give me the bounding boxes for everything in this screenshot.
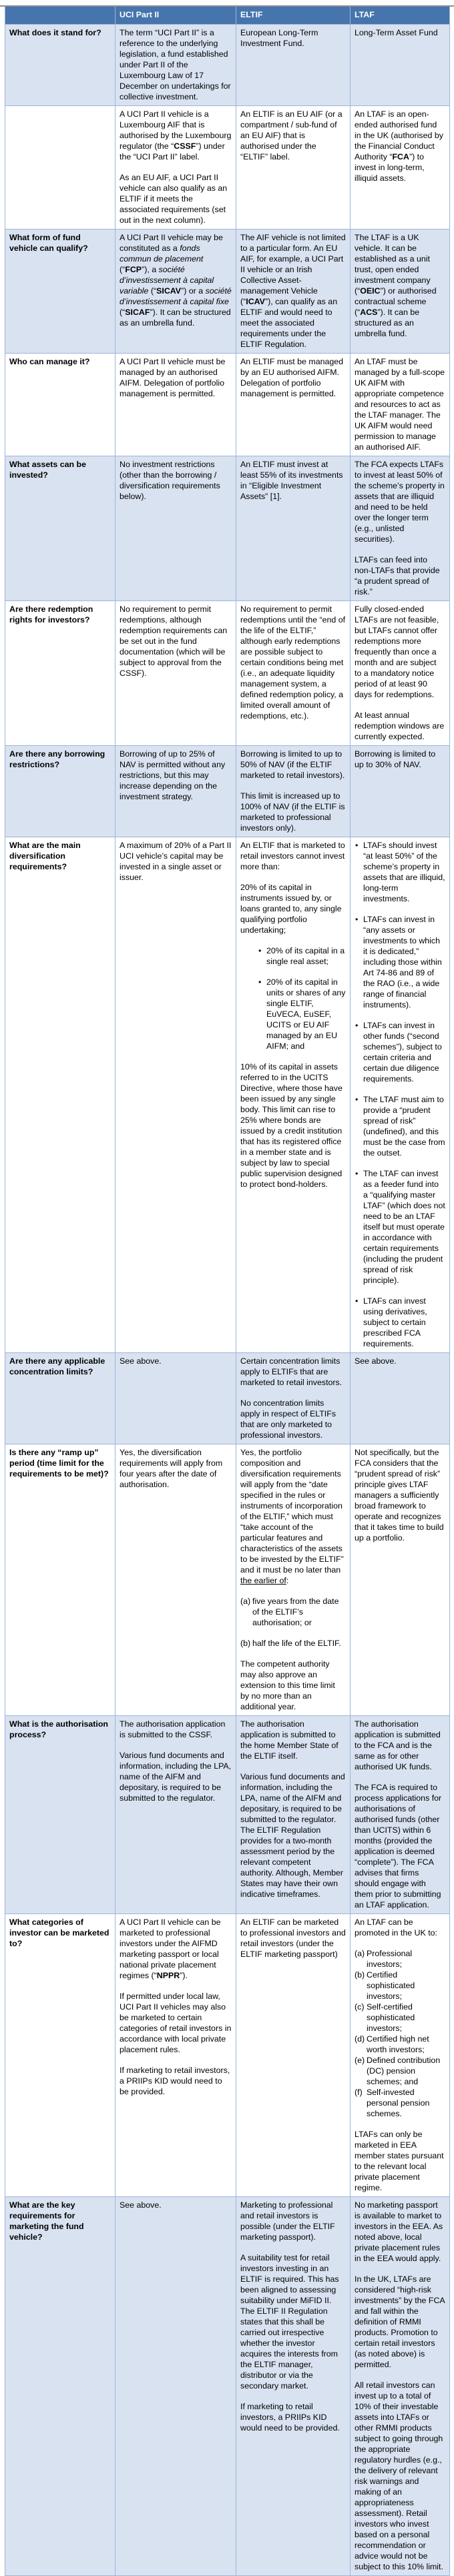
list-marker: (e) bbox=[355, 2056, 365, 2065]
text-run: ICAV bbox=[246, 297, 265, 306]
bullet-item: • LTAFs can invest using derivatives, subject to certain prescribed FCA requirements. bbox=[355, 1296, 445, 1349]
cell-paragraph: At least annual redemption windows are currently expected. bbox=[355, 711, 445, 741]
cell-paragraph: All retail investors can invest up to a total of 10% of their investable assets into LTAFs or other RMMI products subject to going through the appropriate regulatory hurdles (e.g., the delivery of relevant risk warnings and making of an appropriateness assessment). Retail investors who invest based on a personal recommendation or advice would not be subject to this 10% limit. bbox=[355, 2381, 443, 2571]
cell-paragraph: The LTAF is a UK vehicle. It can be established as a unit trust, open ended investment company (“OEIC”) or authorised contractual scheme (“ACS”). It can be structured as an umbrella fund. bbox=[355, 233, 437, 338]
table-row bbox=[5, 25, 450, 106]
table-row bbox=[5, 230, 450, 354]
table-row bbox=[5, 746, 450, 837]
ltaf-cell bbox=[351, 25, 450, 106]
table-row bbox=[5, 456, 450, 601]
uci-cell bbox=[116, 2197, 236, 2576]
eltif-cell bbox=[236, 837, 351, 1353]
ltaf-cell bbox=[351, 230, 450, 354]
cell-paragraph: A maximum of 20% of a Part II UCI vehicle’s capital may be invested in a single asset or issuer. bbox=[120, 841, 232, 882]
question-cell: What does it stand for? bbox=[5, 25, 116, 106]
list-marker: (b) bbox=[355, 1970, 365, 1980]
table-row bbox=[5, 1716, 450, 1914]
list-text: five years from the date of the ELTIF’s authorisation; or bbox=[252, 1597, 339, 1627]
uci-cell bbox=[116, 1444, 236, 1716]
question-cell: What assets can be invested? bbox=[5, 456, 116, 601]
cell-paragraph: If marketing to retail investors, a PRIIPs KID would need to be provided. bbox=[120, 2066, 230, 2096]
cell-paragraph: Various fund documents and information, including the LPA, name of the AIFM and depositary, is required to be submitted to the regulator. bbox=[120, 1751, 232, 1803]
lettered-list bbox=[240, 1596, 346, 1649]
fund-comparison-table bbox=[5, 5, 450, 2576]
list-marker: (f) bbox=[355, 2088, 363, 2097]
ltaf-cell bbox=[351, 106, 450, 230]
eltif-cell bbox=[236, 601, 351, 746]
text-run: ACS bbox=[360, 308, 378, 317]
cell-paragraph: No marketing passport is available to market to investors in the EEA. As noted above, local private placement rules in the EEA would apply. bbox=[355, 2200, 443, 2263]
uci-cell bbox=[116, 456, 236, 601]
ltaf-cell bbox=[351, 1353, 450, 1444]
cell-paragraph: LTAFs can only be marketed in EEA member states pursuant to the relevant local private placement regime. bbox=[355, 2130, 444, 2192]
cell-paragraph: Fully closed-ended LTAFs are not feasible, but LTAFs cannot offer redemptions more frequently than once a month and are subject to a mandatory notice period of at least 90 days for redemptions. bbox=[355, 604, 439, 699]
eltif-cell bbox=[236, 1716, 351, 1914]
cell-paragraph: No investment restrictions (other than the borrowing / diversification requirements below). bbox=[120, 460, 220, 501]
cell-paragraph: Certain concentration limits apply to ELTIFs that are marketed to retail investors. bbox=[240, 1356, 343, 1387]
bullet-item: • The LTAF must aim to provide a “prudent spread of risk” (undefined), and this must be the case from the outset. bbox=[355, 1094, 445, 1158]
list-marker: (a) bbox=[240, 1597, 251, 1606]
cell-paragraph: An LTAF must be managed by a full-scope UK AIFM with appropriate competence and resources to act as the LTAF manager. The UK AIFM would need permission to manage an authorised AIF. bbox=[355, 357, 445, 452]
cell-paragraph: The AIF vehicle is not limited to a particular form. An EU AIF, for example, a UCI Part II vehicle or an Irish Collective Asset-management Vehicle (“ICAV”), can qualify as an ELTIF and would need to meet the associated requirements under the ELTIF Regulation. bbox=[240, 233, 346, 349]
text-run: SICAV bbox=[156, 286, 182, 296]
eltif-cell bbox=[236, 1444, 351, 1716]
list-text: Self-certified sophisticated investors; bbox=[367, 2002, 415, 2033]
ltaf-cell bbox=[351, 354, 450, 456]
eltif-cell bbox=[236, 456, 351, 601]
list-text: Certified sophisticated investors; bbox=[367, 1970, 415, 2001]
cell-paragraph: Borrowing is limited to up to 50% of NAV (if the ELTIF marketed to retail investors). bbox=[240, 749, 345, 780]
table-row bbox=[5, 354, 450, 456]
cell-paragraph: See above. bbox=[120, 2200, 162, 2210]
uci-cell bbox=[116, 1716, 236, 1914]
uci-cell bbox=[116, 230, 236, 354]
list-marker: (d) bbox=[355, 2034, 365, 2044]
lettered-item bbox=[355, 2055, 445, 2087]
cell-paragraph: No requirement to permit redemptions until the “end of the life of the ELTIF,” although early redemptions are possible subject to certain conditions being met (i.e., an adequate liquidity management system, a defined redemption policy, a limited overall amount of redemptions, etc.). bbox=[240, 604, 346, 721]
cell-paragraph: An ELTIF must invest at least 55% of its investments in “Eligible Investment Assets” [1]. bbox=[240, 460, 343, 501]
text-run: FCA bbox=[392, 152, 409, 161]
text-run: FCP bbox=[125, 265, 142, 274]
cell-paragraph: Marketing to professional and retail investors is possible (under the ELTIF marketing passport). bbox=[240, 2200, 335, 2242]
ltaf-cell bbox=[351, 1716, 450, 1914]
eltif-cell bbox=[236, 25, 351, 106]
list-marker: (b) bbox=[240, 1639, 251, 1648]
uci-cell bbox=[116, 1914, 236, 2197]
cell-paragraph: The authorisation application is submitted to the FCA and is the same as for other authorised UK funds. bbox=[355, 1719, 441, 1771]
bullet-item: • LTAFs should invest “at least 50%” of the scheme’s property in assets that are illiquid, long-term investments. bbox=[355, 840, 445, 904]
question-cell: Who can manage it? bbox=[5, 354, 116, 456]
lettered-list bbox=[355, 1948, 445, 2119]
cell-paragraph: If permitted under local law, UCI Part II vehicles may also be marketed to certain categories of retail investors in accordance with local private placement rules. bbox=[120, 1992, 232, 2054]
cell-paragraph: The FCA expects LTAFs to invest at least 50% of the scheme’s property in assets that are illiquid and need to be held over the longer term (e.g., unlisted securities). bbox=[355, 460, 445, 544]
cell-paragraph: Long-Term Asset Fund bbox=[355, 28, 438, 37]
cell-paragraph: LTAFs can feed into non-LTAFs that provide “a prudent spread of risk.” bbox=[355, 555, 440, 596]
list-text: half the life of the ELTIF. bbox=[252, 1639, 341, 1648]
ltaf-cell bbox=[351, 1914, 450, 2197]
eltif-cell bbox=[236, 354, 351, 456]
lettered-item bbox=[240, 1596, 346, 1628]
bullet-item: • 20% of its capital in units or shares of any single ELTIF, EuVECA, EuSEF, UCITS or EU AIF managed by an EU AIFM; and bbox=[258, 977, 346, 1051]
lettered-item bbox=[355, 2087, 445, 2119]
table-row bbox=[5, 837, 450, 1353]
cell-paragraph: The competent authority may also approve an extension to this time limit by no more than an additional year. bbox=[240, 1659, 335, 1711]
column-header-blank bbox=[5, 6, 116, 25]
cell-paragraph: Various fund documents and information, including the LPA, name of the AIFM and depositary, is required to be submitted to the regulator. The ELTIF Regulation provides for a two-month assessment period by the relevant competent authority. Although, Member States may have their own indicative timeframes. bbox=[240, 1772, 345, 1899]
lettered-item bbox=[355, 2002, 445, 2034]
lettered-item bbox=[240, 1638, 346, 1649]
list-marker: (c) bbox=[355, 2002, 365, 2012]
lettered-item bbox=[355, 1948, 445, 1970]
question-cell: Are there redemption rights for investors? bbox=[5, 601, 116, 746]
list-text: Self-invested personal pension schemes. bbox=[367, 2088, 430, 2118]
table-row bbox=[5, 601, 450, 746]
cell-paragraph: A UCI Part II vehicle is a Luxembourg AIF that is authorised by the Luxembourg regulator (the “CSSF”) under the “UCI Part II” label. bbox=[120, 109, 232, 161]
eltif-cell bbox=[236, 746, 351, 837]
cell-paragraph: No concentration limits apply in respect of ELTIFs that are only marketed to professional investors. bbox=[240, 1398, 336, 1440]
table-row bbox=[5, 1444, 450, 1716]
eltif-cell bbox=[236, 1914, 351, 2197]
uci-cell bbox=[116, 601, 236, 746]
list-marker: (a) bbox=[355, 1949, 365, 1958]
eltif-cell bbox=[236, 2197, 351, 2576]
cell-paragraph: The term “UCI Part II” is a reference to the underlying legislation, a fund established under Part II of the Luxembourg Law of 17 December on undertakings for collective investment. bbox=[120, 28, 231, 101]
ltaf-cell bbox=[351, 2197, 450, 2576]
cell-paragraph: If marketing to retail investors, a PRIIPs KID would need to be provided. bbox=[240, 2402, 340, 2433]
cell-paragraph: An ELTIF can be marketed to professional investors and retail investors (under the ELTIF marketing passport) bbox=[240, 1917, 346, 1959]
cell-paragraph: As an EU AIF, a UCI Part II vehicle can also qualify as an ELTIF if it meets the associated requirements (set out in the next column). bbox=[120, 173, 228, 225]
table-row bbox=[5, 1353, 450, 1444]
question-cell: What are the main diversification requirements? bbox=[5, 837, 116, 1353]
cell-paragraph: 10% of its capital in assets referred to in the UCITS Directive, where those have been issued by any single body. This limit can rise to 25% where bonds are issued by a credit institution that has its registered office in a member state and is subject by law to special public supervision designed to protect bond-holders. bbox=[240, 1062, 343, 1189]
eltif-cell bbox=[236, 1353, 351, 1444]
question-cell: Are there any applicable concentration limits? bbox=[5, 1353, 116, 1444]
text-run: OEIC bbox=[360, 286, 381, 296]
ltaf-cell bbox=[351, 746, 450, 837]
question-cell: Are there any borrowing restrictions? bbox=[5, 746, 116, 837]
cell-paragraph: Yes, the portfolio composition and diversification requirements will apply from the “date specified in the rules or instruments of incorporation of the ELTIF,” which must “take account of the particular features and characteristics of the assets to be invested by the ELTIF” and it must be no later than the earlier of: bbox=[240, 1448, 344, 1585]
eltif-cell bbox=[236, 230, 351, 354]
cell-paragraph: An ELTIF that is marketed to retail investors cannot invest more than: bbox=[240, 841, 345, 871]
table-row bbox=[5, 106, 450, 230]
column-header-ltaf: LTAF bbox=[351, 6, 450, 25]
cell-paragraph: The authorisation application is submitted to the home Member State of the ELTIF itself. bbox=[240, 1719, 338, 1761]
text-run: fonds commun de placement bbox=[120, 244, 204, 264]
text-run: SICAF bbox=[125, 308, 150, 317]
eltif-cell bbox=[236, 106, 351, 230]
bullet-list bbox=[258, 945, 346, 1051]
table-row bbox=[5, 2197, 450, 2576]
text-run: the earlier of bbox=[240, 1576, 286, 1585]
question-cell: What is the authorisation process? bbox=[5, 1716, 116, 1914]
cell-paragraph: Not specifically, but the FCA considers that the “prudent spread of risk” principle gives LTAF managers a sufficiently broad framework to operate and recognizes that it takes time to build up a portfolio. bbox=[355, 1448, 444, 1543]
list-text: Defined contribution (DC) pension schemes; and bbox=[367, 2056, 441, 2086]
text-run: société d’investissement à capital variable bbox=[120, 265, 214, 296]
column-header-uci-part-ii: UCI Part II bbox=[116, 6, 236, 25]
question-cell: What form of fund vehicle can qualify? bbox=[5, 230, 116, 354]
cell-paragraph: In the UK, LTAFs are considered “high-risk investments” by the FCA and fall within the definition of RMMI products. Promotion to certain retail investors (as noted above) is permitted. bbox=[355, 2274, 445, 2369]
lettered-item bbox=[355, 1970, 445, 2002]
cell-paragraph: Borrowing of up to 25% of NAV is permitted without any restrictions, but this may increase depending on the investment strategy. bbox=[120, 749, 226, 801]
uci-cell bbox=[116, 1353, 236, 1444]
uci-cell bbox=[116, 354, 236, 456]
ltaf-cell bbox=[351, 601, 450, 746]
text-run: CSSF bbox=[174, 141, 196, 151]
table-row bbox=[5, 1914, 450, 2197]
question-cell: What categories of investor can be marketed to? bbox=[5, 1914, 116, 2197]
table-body bbox=[5, 25, 450, 2576]
cell-paragraph: See above. bbox=[120, 1356, 162, 1366]
page-top-rule bbox=[0, 5, 454, 7]
cell-paragraph: Yes, the diversification requirements will apply from four years after the date of authorisation. bbox=[120, 1448, 223, 1489]
question-cell: What are the key requirements for marketing the fund vehicle? bbox=[5, 2197, 116, 2576]
cell-paragraph: A suitability test for retail investors investing in an ELTIF is required. This has been aligned to assessing suitability under MiFID II. The ELTIF II Regulation states that this shall be carried out irrespective whether the investor acquires the interests from the ELTIF manager, distributor or via the secondary market. bbox=[240, 2253, 339, 2391]
list-text: Certified high net worth investors; bbox=[367, 2034, 429, 2054]
cell-paragraph: The authorisation application is submitted to the CSSF. bbox=[120, 1719, 226, 1739]
cell-paragraph: 20% of its capital in instruments issued by, or loans granted to, any single qualifying portfolio undertaking; bbox=[240, 883, 342, 935]
uci-cell bbox=[116, 837, 236, 1353]
bullet-item: • LTAFs can invest in other funds (“second schemes”), subject to certain criteria and certain due diligence requirements. bbox=[355, 1020, 445, 1084]
cell-paragraph: The FCA is required to process applications for authorisations of authorised funds (other than UCITS) within 6 months (provided the application is deemed “complete”). The FCA advises that firms should engage with them prior to submitting an LTAF application. bbox=[355, 1783, 442, 1909]
cell-paragraph: See above. bbox=[355, 1356, 397, 1366]
text-run: NPPR bbox=[156, 1971, 180, 1980]
cell-paragraph: An LTAF is an open-ended authorised fund in the UK (authorised by the Financial Conduct Authority “FCA”) to invest in long-term, illiquid assets. bbox=[355, 109, 443, 183]
cell-paragraph: A UCI Part II vehicle must be managed by an authorised AIFM. Delegation of portfolio management is permitted. bbox=[120, 357, 226, 398]
header-row bbox=[5, 6, 450, 25]
ltaf-cell bbox=[351, 1444, 450, 1716]
cell-paragraph: An LTAF can be promoted in the UK to: bbox=[355, 1917, 437, 1938]
lettered-item bbox=[355, 2034, 445, 2055]
bullet-list bbox=[355, 840, 445, 1349]
cell-paragraph: This limit is increased up to 100% of NAV (if the ELTIF is marketed to professional investors only). bbox=[240, 791, 345, 833]
question-cell: Is there any “ramp up” period (time limit for the requirements to be met)? bbox=[5, 1444, 116, 1716]
text-run: société d’investissement à capital fixe bbox=[120, 286, 232, 306]
uci-cell bbox=[116, 25, 236, 106]
cell-paragraph: European Long-Term Investment Fund. bbox=[240, 28, 318, 48]
question-cell bbox=[5, 106, 116, 230]
cell-paragraph: No requirement to permit redemptions, although redemption requirements can be set out in the fund documentation (which will be subject to approval from the CSSF). bbox=[120, 604, 228, 678]
bullet-item: • LTAFs can invest in “any assets or investments to which it is dedicated,” including those within Art 74-86 and 89 of the RAO (i.e., a wide range of financial instruments). bbox=[355, 914, 445, 1010]
cell-paragraph: An ELTIF must be managed by an EU authorised AIFM. Delegation of portfolio management is permitted. bbox=[240, 357, 344, 398]
ltaf-cell bbox=[351, 837, 450, 1353]
ltaf-cell bbox=[351, 456, 450, 601]
cell-paragraph: A UCI Part II vehicle may be constituted as a fonds commun de placement (“FCP”), a société d’investissement à capital variable (“SICAV”) or a société d’investissement à capital fixe (“SICAF”). It can be structured as an umbrella fund. bbox=[120, 233, 232, 328]
bullet-item: • 20% of its capital in a single real asset; bbox=[258, 945, 346, 967]
cell-paragraph: Borrowing is limited to up to 30% of NAV. bbox=[355, 749, 436, 769]
column-header-eltif: ELTIF bbox=[236, 6, 351, 25]
uci-cell bbox=[116, 746, 236, 837]
uci-cell bbox=[116, 106, 236, 230]
cell-paragraph: A UCI Part II vehicle can be marketed to professional investors under the AIFMD marketing passport or local national private placement regimes (“NPPR”). bbox=[120, 1917, 221, 1980]
bullet-item: • The LTAF can invest as a feeder fund into a “qualifying master LTAF” (which does not need to be an LTAF itself but must operate in accordance with certain requirements (including the prudent spread of risk principle). bbox=[355, 1168, 445, 1286]
cell-paragraph: An ELTIF is an EU AIF (or a compartment / sub-fund of an EU AIF) that is authorised under the “ELTIF” label. bbox=[240, 109, 343, 161]
list-text: Professional investors; bbox=[367, 1949, 413, 1969]
